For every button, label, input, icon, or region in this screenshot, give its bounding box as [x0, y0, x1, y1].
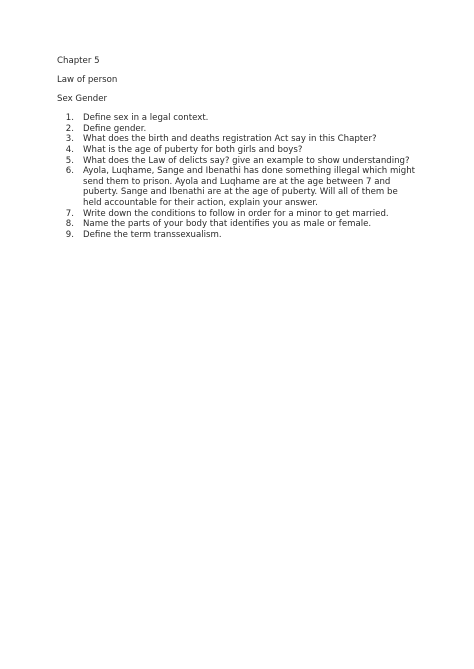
question-item-9	[57, 230, 417, 241]
question-number: 6.	[65, 166, 74, 177]
question-text: What is the age of puberty for both girls and boys?	[83, 145, 303, 156]
question-number: 5.	[65, 155, 74, 166]
question-item-6	[57, 166, 417, 208]
question-item-1	[57, 113, 417, 124]
question-item-7	[57, 209, 417, 220]
question-text: What does the birth and deaths registration Act say in this Chapter?	[83, 134, 377, 145]
question-item-5	[57, 156, 417, 167]
question-text: Write down the conditions to follow in order for a minor to get married.	[83, 208, 389, 219]
chapter-heading: Chapter 5	[57, 56, 100, 66]
subject-heading: Law of person	[57, 75, 118, 86]
question-text: Ayola, Luqhame, Sange and Ibenathi has done something illegal which might send them to prison. Ayola and Luqhame are at the age between 7 and puberty. Sange and Ibenathi are at the age of puberty. Will all of them be held accountable for their action, explain your answer.	[83, 166, 416, 209]
question-number: 1.	[65, 113, 74, 124]
question-text: What does the Law of delicts say? give an example to show understanding?	[83, 155, 410, 166]
question-number: 7.	[65, 208, 74, 219]
question-item-8	[57, 219, 417, 230]
question-number: 8.	[65, 219, 74, 230]
question-item-3	[57, 134, 417, 145]
question-text: Define sex in a legal context.	[83, 113, 209, 124]
document-body	[57, 56, 417, 240]
question-number: 4.	[65, 145, 74, 156]
question-list	[57, 113, 417, 240]
question-number: 3.	[65, 134, 74, 145]
question-text: Name the parts of your body that identifies you as male or female.	[83, 219, 372, 230]
topic-heading: Sex Gender	[57, 94, 108, 105]
question-number: 9.	[65, 229, 74, 240]
question-item-4	[57, 145, 417, 156]
question-number: 2.	[65, 123, 74, 134]
question-text: Define gender.	[83, 123, 147, 134]
question-item-2	[57, 124, 417, 135]
question-text: Define the term transsexualism.	[83, 229, 222, 240]
